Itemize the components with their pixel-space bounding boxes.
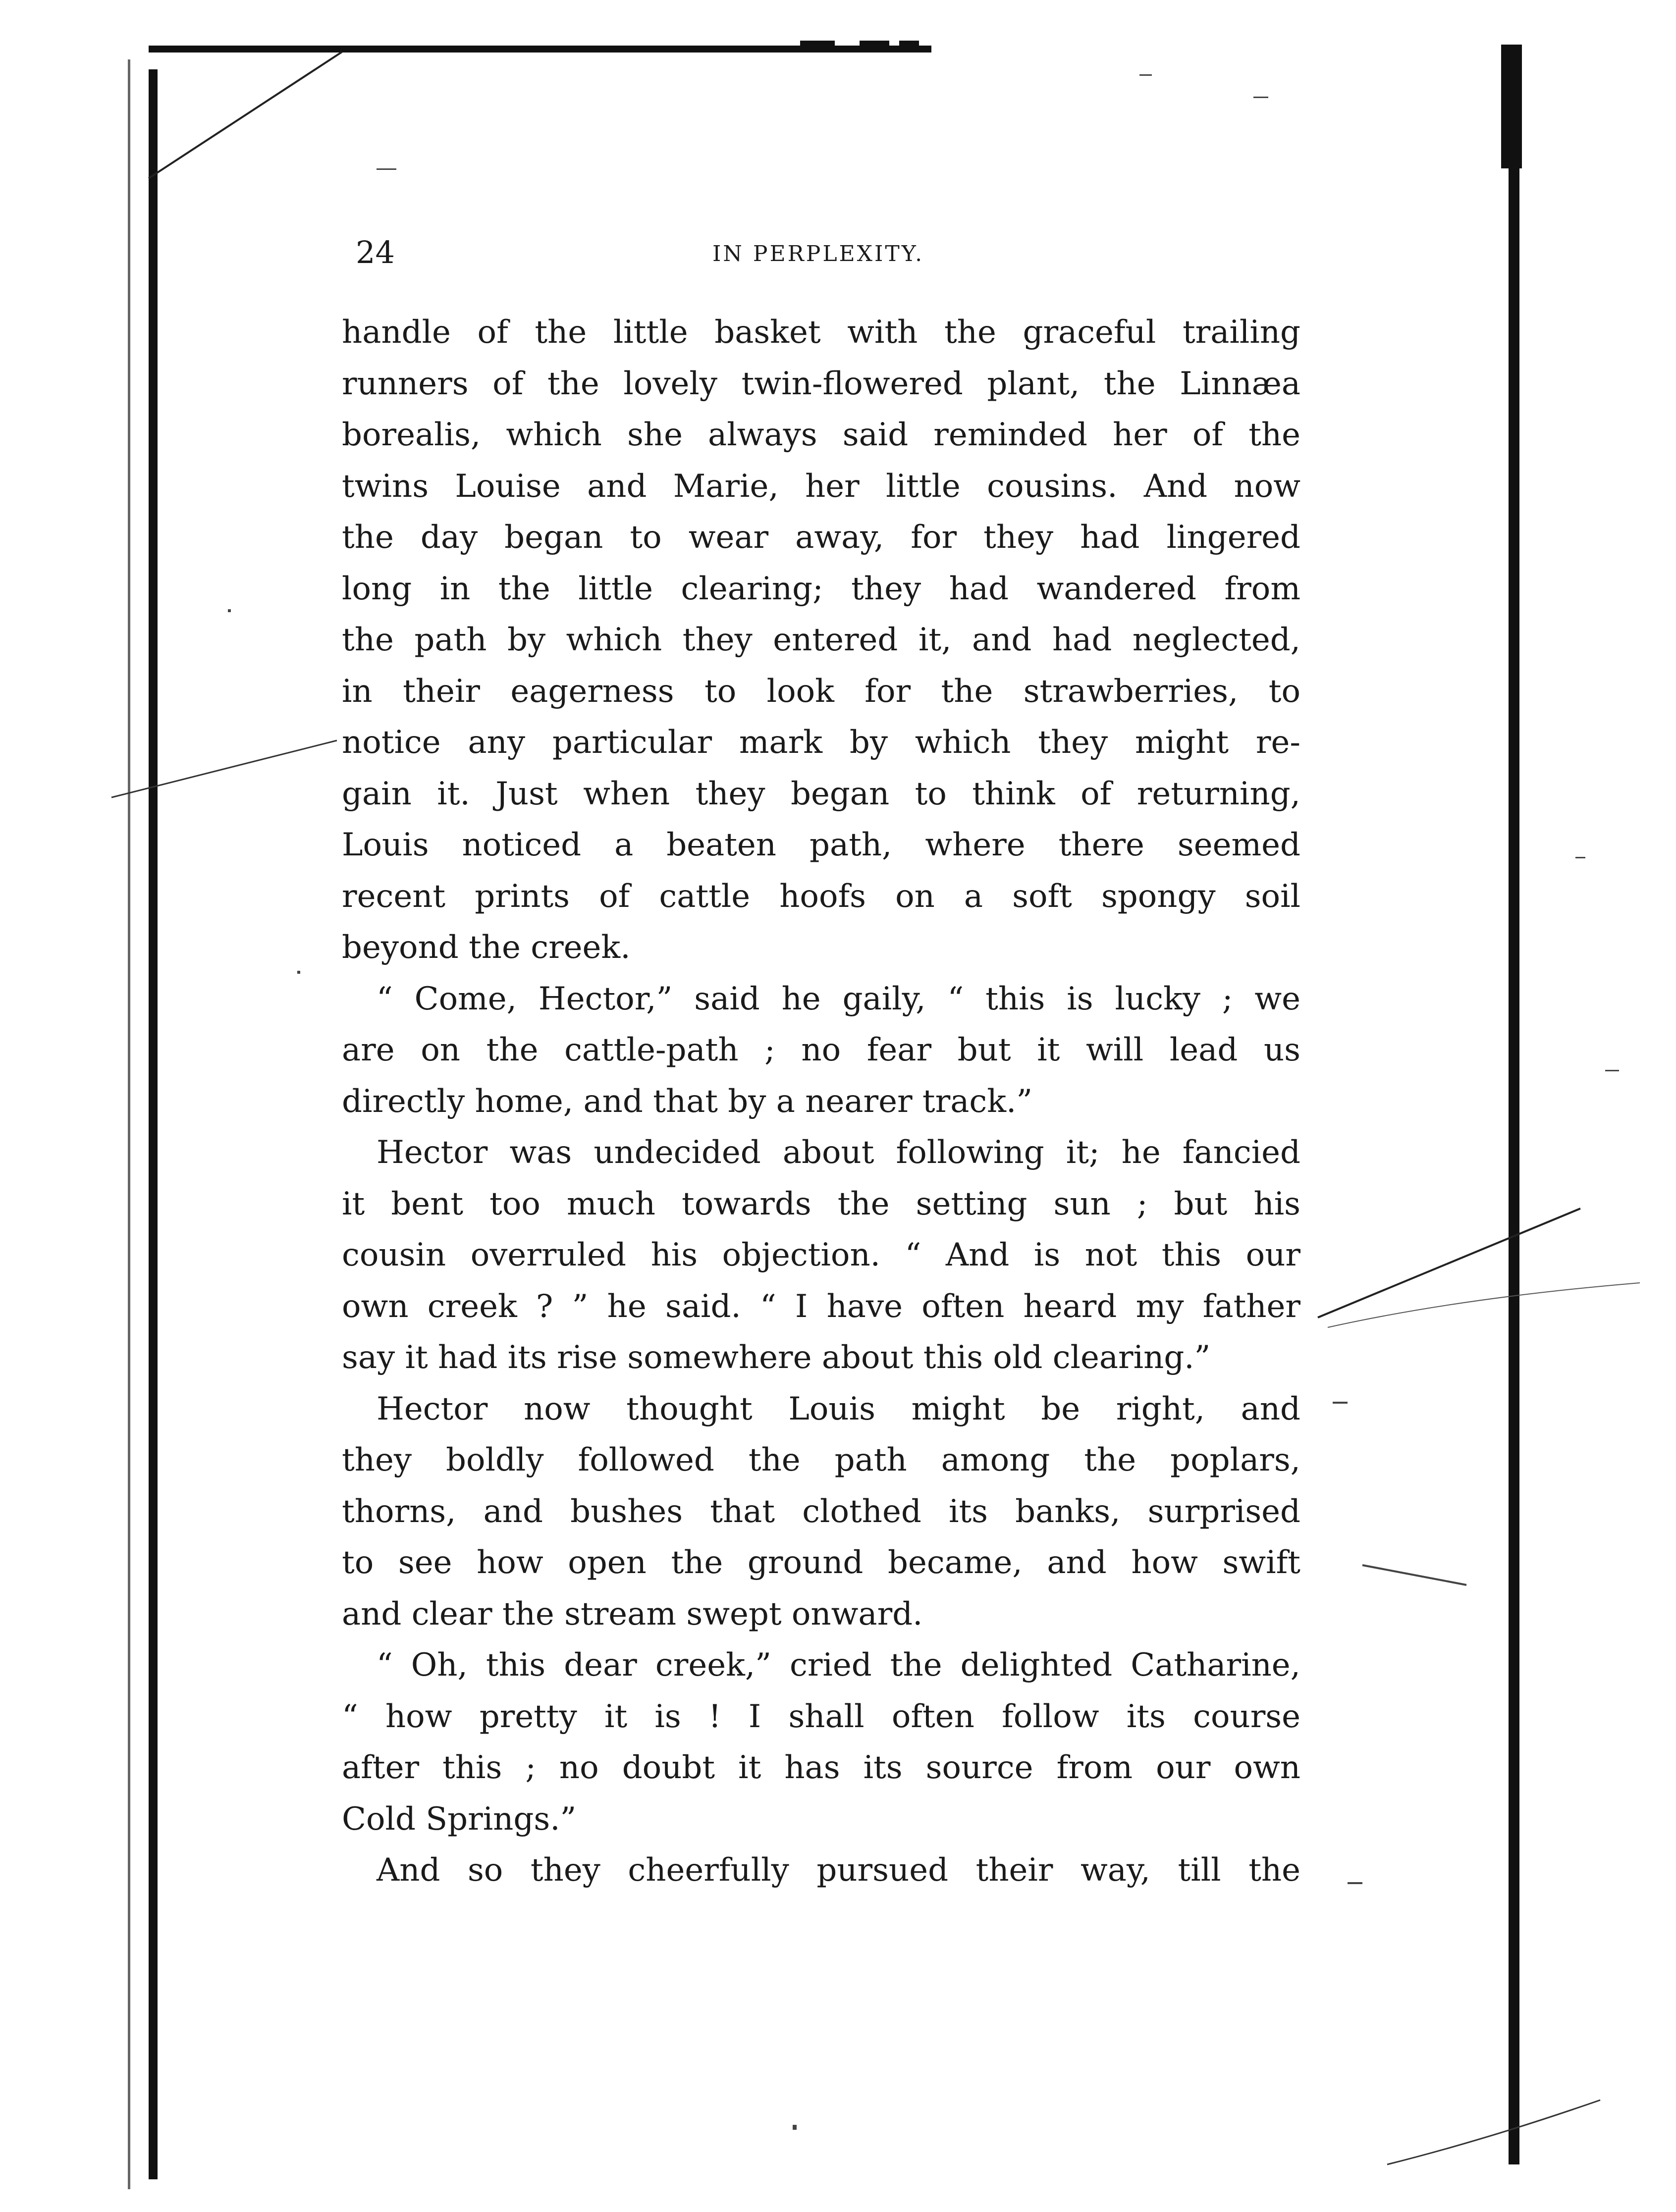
text-line: Hector was undecided about following it; he fancied [377,1134,1300,1171]
scan-speck [297,971,300,974]
scan-speck [1139,74,1152,76]
text-line: “ Oh, this dear creek,” cried the delighted Catharine, [377,1647,1300,1684]
stray-line [1362,1565,1466,1585]
text-line: recent prints of cattle hoofs on a soft spongy soil [342,878,1300,915]
text-line: the day began to wear away, for they had lingered [342,519,1300,556]
text-line: it bent too much towards the setting sun ; but his [342,1185,1300,1222]
running-head-title: IN PERPLEXITY. [712,241,924,266]
text-line: directly home, and that by a nearer track.” [342,1083,1033,1120]
text-line: and clear the stream swept onward. [342,1595,923,1633]
scan-speck [228,609,231,612]
stray-line [1387,2100,1600,2164]
text-line: notice any particular mark by which they might re- [342,724,1300,761]
stray-line [1318,1209,1580,1317]
body-text [342,307,1300,1896]
text-line: “ how pretty it is ! I shall often follow its course [342,1698,1300,1735]
text-line: runners of the lovely twin-flowered plant, the Linnæa [342,365,1300,402]
scan-speck [1348,1882,1362,1884]
text-line: And so they cheerfully pursued their way, till the [377,1852,1300,1889]
text-line: Cold Springs.” [342,1800,577,1838]
text-line: twins Louise and Marie, her little cousins. And now [342,468,1300,505]
text-line: own creek ? ” he said. “ I have often heard my father [342,1288,1300,1325]
text-line: after this ; no doubt it has its source from our own [342,1749,1300,1786]
scan-speck [1575,857,1585,858]
scan-speck [1333,1402,1348,1404]
text-line: beyond the creek. [342,929,631,966]
scan-speck [793,2125,797,2130]
text-line: are on the cattle-path ; no fear but it will lead us [342,1032,1300,1068]
scan-speck [1605,1070,1619,1071]
text-line: handle of the little basket with the graceful trailing [342,314,1300,351]
text-line: to see how open the ground became, and how swift [342,1544,1300,1581]
stray-line [149,52,342,178]
scan-speck [1253,97,1268,98]
stray-line [111,740,337,797]
text-line: long in the little clearing; they had wandered from [342,570,1300,607]
text-line: borealis, which she always said reminded her of the [342,417,1300,453]
text-line: Hector now thought Louis might be right, and [377,1390,1300,1427]
running-head [356,233,1297,277]
text-line: thorns, and bushes that clothed its banks, surprised [342,1493,1300,1530]
text-line: in their eagerness to look for the strawberries, to [342,673,1300,710]
stray-line [1328,1283,1640,1327]
text-line: Louis noticed a beaten path, where there seemed [342,827,1300,863]
text-line: gain it. Just when they began to think of returning, [342,775,1300,812]
text-line: cousin overruled his objection. “ And is not this our [342,1237,1300,1273]
text-line: they boldly followed the path among the poplars, [342,1442,1300,1478]
text-line: the path by which they entered it, and had neglected, [342,622,1300,658]
text-line: “ Come, Hector,” said he gaily, “ this is lucky ; we [377,980,1300,1017]
text-line: say it had its rise somewhere about this old clearing.” [342,1339,1211,1376]
scan-speck [377,168,396,170]
page-number: 24 [356,234,395,270]
